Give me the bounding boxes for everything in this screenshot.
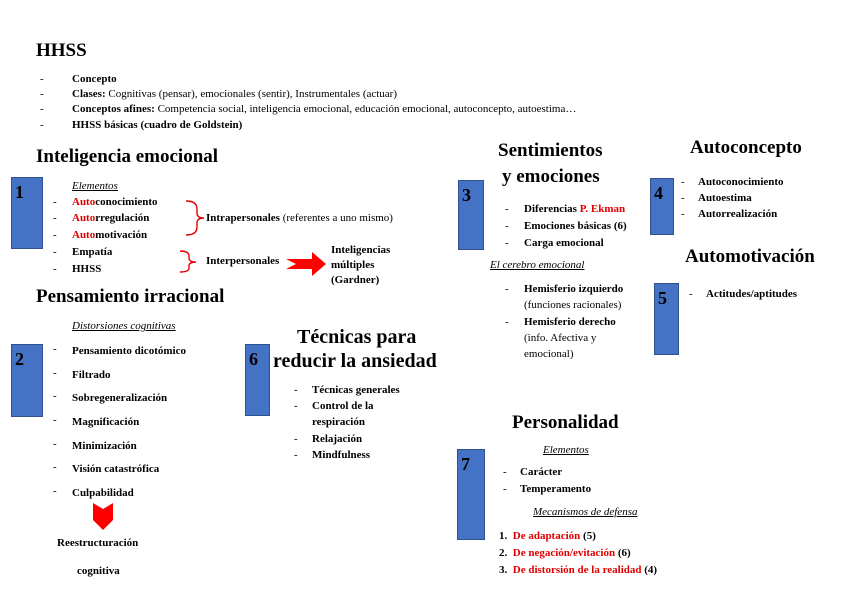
- down-arrow-icon: [93, 503, 113, 530]
- pers-defensa-3: 3. De distorsión de la realidad (4): [499, 564, 658, 576]
- intra-brace: [186, 201, 204, 235]
- motiv-number-box: 5: [654, 283, 679, 355]
- pi-result-1: Reestructuración: [57, 537, 139, 549]
- bullet-dash: -: [40, 88, 44, 100]
- bullet-dash: -: [505, 220, 509, 232]
- hhss-concepto: Concepto: [72, 73, 117, 85]
- bullet-dash: -: [40, 119, 44, 131]
- pi-item: Culpabilidad: [72, 487, 134, 499]
- sent-basicas: Emociones básicas (6): [524, 220, 627, 232]
- pi-title: Pensamiento irracional: [36, 286, 225, 307]
- ie-title: Inteligencia emocional: [36, 146, 219, 167]
- tec-number-box: 6: [245, 344, 270, 416]
- sent-number-box: 3: [458, 180, 484, 250]
- bullet-dash: -: [53, 461, 57, 473]
- bullet-dash: -: [53, 196, 57, 208]
- sent-title-1: Sentimientos: [498, 140, 603, 161]
- ie-item-hhss: HHSS: [72, 263, 102, 275]
- bullet-dash: -: [505, 283, 509, 295]
- pi-result-2: cognitiva: [77, 565, 120, 577]
- right-arrow-icon: [286, 252, 326, 276]
- sent-hde-3: emocional): [524, 348, 574, 360]
- tec-item: Control de la: [312, 400, 374, 412]
- bullet-dash: -: [53, 438, 57, 450]
- bullet-dash: -: [53, 263, 57, 275]
- sent-hiz-2: (funciones racionales): [524, 299, 622, 311]
- bullet-dash: -: [53, 229, 57, 241]
- sent-title-2: y emociones: [502, 166, 600, 187]
- pi-item: Filtrado: [72, 369, 111, 381]
- auto-item: Autoconocimiento: [698, 176, 784, 188]
- ie-interpersonales: Interpersonales: [206, 255, 280, 267]
- bullet-dash: -: [681, 176, 685, 188]
- sent-hiz-1: Hemisferio izquierdo: [524, 283, 624, 295]
- motiv-item: Actitudes/aptitudes: [706, 288, 798, 300]
- sent-hde-2: (info. Afectiva y: [524, 332, 597, 344]
- bullet-dash: -: [40, 103, 44, 115]
- pers-item: Temperamento: [520, 483, 592, 495]
- ie-intrapersonales: Intrapersonales (referentes a uno mismo): [206, 212, 393, 224]
- bullet-dash: -: [294, 384, 298, 396]
- bullet-dash: -: [294, 400, 298, 412]
- ie-item-autoconocimiento: Autoconocimiento: [72, 196, 158, 208]
- pers-defensa-2: 2. De negación/evitación (6): [499, 547, 631, 559]
- tec-item: Relajación: [312, 433, 363, 445]
- ie-item-autorregulacion: Autorregulación: [72, 212, 150, 224]
- ie-multiples-2: múltiples: [331, 259, 375, 271]
- pers-item: Carácter: [520, 466, 563, 478]
- bullet-dash: -: [681, 192, 685, 204]
- bullet-dash: -: [503, 483, 507, 495]
- pi-item: Visión catastrófica: [72, 463, 160, 475]
- tec-item: Mindfulness: [312, 449, 371, 461]
- bullet-dash: -: [53, 414, 57, 426]
- bullet-dash: -: [505, 237, 509, 249]
- bullet-dash: -: [40, 73, 44, 85]
- hhss-afines: Conceptos afines: Competencia social, inteligencia emocional, educación emocional, autoconcepto, autoestima…: [72, 103, 577, 115]
- bullet-dash: -: [53, 246, 57, 258]
- ie-subtitle: Elementos: [72, 180, 118, 192]
- tec-item: respiración: [312, 416, 365, 428]
- auto-item: Autoestima: [698, 192, 752, 204]
- auto-number-box: 4: [650, 178, 674, 235]
- bullet-dash: -: [53, 343, 57, 355]
- bullet-dash: -: [689, 288, 693, 300]
- ie-number-box: 1: [11, 177, 43, 249]
- bullet-dash: -: [681, 208, 685, 220]
- sent-carga: Carga emocional: [524, 237, 604, 249]
- pi-item: Minimización: [72, 440, 137, 452]
- ie-multiples-1: Inteligencias: [331, 244, 391, 256]
- pi-subtitle: Distorsiones cognitivas: [72, 320, 176, 332]
- tec-title-1: Técnicas para: [297, 326, 417, 348]
- pers-number-box: 7: [457, 449, 485, 540]
- sent-diferencias: Diferencias P. Ekman: [524, 203, 626, 215]
- motiv-title: Automotivación: [685, 246, 815, 267]
- sent-hde-1: Hemisferio derecho: [524, 316, 616, 328]
- pi-item: Sobregeneralización: [72, 392, 168, 404]
- tec-title-2: reducir la ansiedad: [273, 350, 437, 372]
- auto-item: Autorrealización: [698, 208, 778, 220]
- ie-item-empatia: Empatía: [72, 246, 113, 258]
- bullet-dash: -: [53, 212, 57, 224]
- ie-item-automotivacion: Automotivación: [72, 229, 148, 241]
- hhss-clases: Clases: Cognitivas (pensar), emocionales (sentir), Instrumentales (actuar): [72, 88, 398, 100]
- inter-brace: [180, 251, 196, 272]
- pi-item: Pensamiento dicotómico: [72, 345, 186, 357]
- bullet-dash: -: [294, 449, 298, 461]
- pers-defensa-1: 1. De adaptación (5): [499, 530, 596, 542]
- pers-title: Personalidad: [512, 412, 619, 433]
- tec-item: Técnicas generales: [312, 384, 400, 396]
- bullet-dash: -: [53, 485, 57, 497]
- bullet-dash: -: [53, 367, 57, 379]
- hhss-title: HHSS: [36, 40, 87, 61]
- bullet-dash: -: [505, 316, 509, 328]
- sent-cerebro: El cerebro emocional: [490, 259, 585, 271]
- hhss-basicas: HHSS básicas (cuadro de Goldstein): [72, 119, 243, 131]
- bullet-dash: -: [294, 433, 298, 445]
- pi-number-box: 2: [11, 344, 43, 417]
- pers-subtitle: Elementos: [543, 444, 589, 456]
- ie-multiples-3: (Gardner): [331, 274, 380, 286]
- auto-title: Autoconcepto: [690, 137, 802, 158]
- pers-mecanismos: Mecanismos de defensa: [533, 506, 638, 518]
- bullet-dash: -: [503, 466, 507, 478]
- bullet-dash: -: [505, 203, 509, 215]
- pi-item: Magnificación: [72, 416, 140, 428]
- bullet-dash: -: [53, 390, 57, 402]
